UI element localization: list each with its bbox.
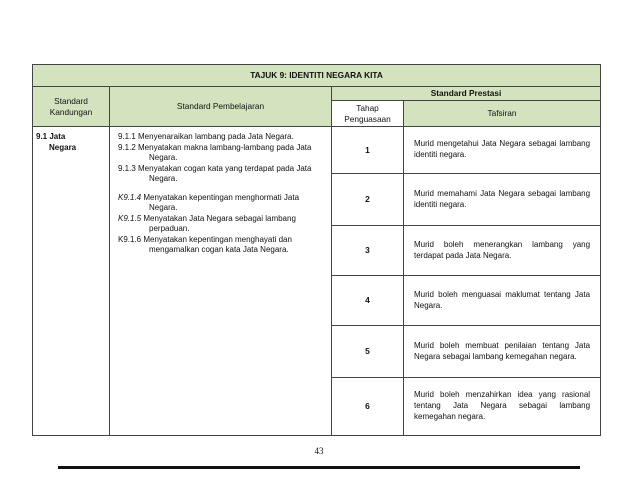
standard-kandungan-cell bbox=[33, 127, 110, 436]
tahap-5: 5 bbox=[332, 326, 404, 378]
tafsiran-6: Murid boleh menzahirkan idea yang rasional tentang Jata Negara sebagai lambang kemegahan negara. bbox=[404, 378, 601, 436]
sp-k-text: Menyatakan kepentingan menghayati dan mengamalkan cogan kata Jata Negara. bbox=[141, 234, 292, 255]
tahap-4: 4 bbox=[332, 276, 404, 326]
header-standard-prestasi: Standard Prestasi bbox=[332, 87, 601, 101]
tahap-3: 3 bbox=[332, 226, 404, 276]
sp-k-item bbox=[118, 193, 327, 214]
sp-item: 9.1.1 Menyenaraikan lambang pada Jata Negara. bbox=[118, 132, 294, 141]
standard-pembelajaran-cell bbox=[110, 127, 332, 436]
footer-rule bbox=[58, 466, 580, 469]
tafsiran-1: Murid mengetahui Jata Negara sebagai lambang identiti negara. bbox=[404, 127, 601, 174]
header-tafsiran: Tafsiran bbox=[404, 101, 601, 127]
header-standard-pembelajaran: Standard Pembelajaran bbox=[110, 87, 332, 127]
standard-kandungan-line1: 9.1 Jata bbox=[36, 132, 66, 141]
header-tahap-line1: Tahap bbox=[356, 102, 379, 113]
header-standard-kandungan-line1: Standard bbox=[54, 95, 88, 106]
tahap-1: 1 bbox=[332, 127, 404, 174]
table-title: TAJUK 9: IDENTITI NEGARA KITA bbox=[33, 65, 601, 87]
sp-k-item bbox=[118, 235, 327, 256]
sp-item: 9.1.2 Menyatakan makna lambang-lambang pada Jata Negara. bbox=[118, 142, 312, 163]
header-tahap-line2: Penguasaan bbox=[344, 113, 391, 124]
sp-item: 9.1.3 Menyatakan cogan kata yang terdapat pada Jata Negara. bbox=[118, 163, 312, 184]
sp-k-text: Menyatakan Jata Negara sebagai lambang perpaduan. bbox=[141, 213, 296, 234]
sp-k-code: K9.1.4 bbox=[118, 192, 142, 202]
sp-k-item bbox=[118, 214, 327, 235]
tafsiran-4: Murid boleh menguasai maklumat tentang Jata Negara. bbox=[404, 276, 601, 326]
page-number: 43 bbox=[314, 446, 324, 456]
sp-k-code: K9.1.6 bbox=[118, 234, 142, 244]
tahap-2: 2 bbox=[332, 174, 404, 226]
tafsiran-2: Murid memahami Jata Negara sebagai lambang identiti negara. bbox=[404, 174, 601, 226]
standards-table bbox=[32, 64, 601, 436]
tahap-6: 6 bbox=[332, 378, 404, 436]
tafsiran-3: Murid boleh menerangkan lambang yang terdapat pada Jata Negara. bbox=[404, 226, 601, 276]
spacer bbox=[118, 185, 327, 193]
header-tahap-penguasaan bbox=[332, 101, 404, 127]
standard-kandungan-line2: Negara bbox=[49, 142, 77, 152]
tafsiran-5: Murid boleh membuat penilaian tentang Jata Negara sebagai lambang kemegahan negara. bbox=[404, 326, 601, 378]
header-standard-kandungan bbox=[33, 87, 110, 127]
header-standard-kandungan-line2: Kandungan bbox=[49, 106, 93, 117]
sp-k-code: K9.1.5 bbox=[118, 213, 142, 223]
sp-k-text: Menyatakan kepentingan menghormati Jata Negara. bbox=[141, 192, 300, 213]
